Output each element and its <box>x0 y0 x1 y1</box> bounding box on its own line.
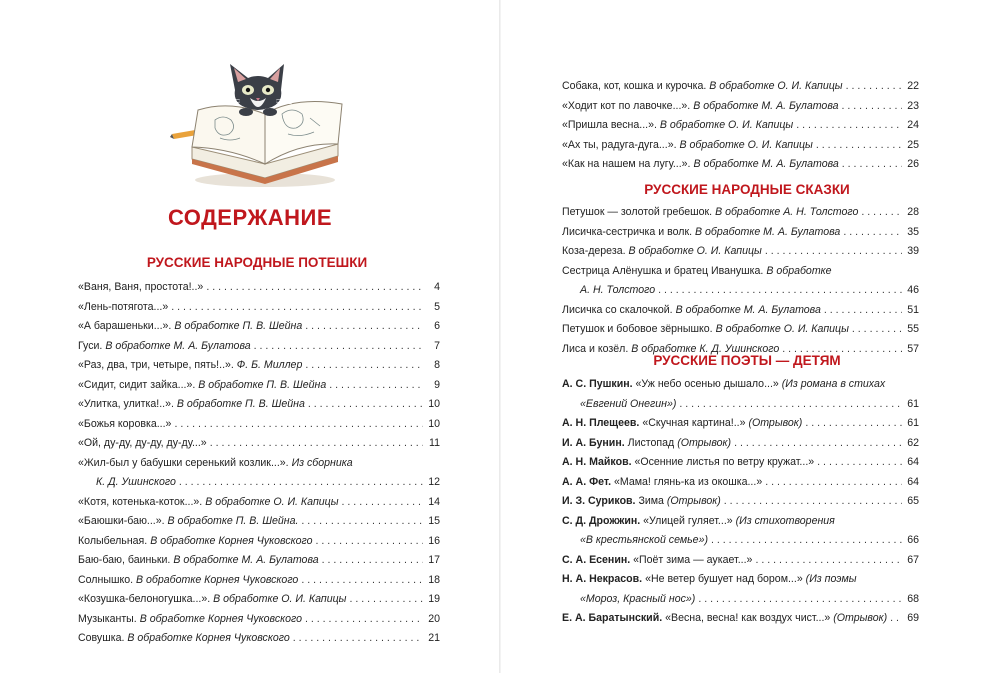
toc-entry <box>78 415 440 435</box>
toc-entry <box>562 97 919 117</box>
entry-title: Зима <box>638 495 664 507</box>
leader-dots <box>805 414 902 434</box>
toc-entry <box>562 434 919 454</box>
entry-title: «Козушка-белоногушка...». <box>78 593 211 605</box>
leader-dots <box>293 629 423 649</box>
entry-title: «Мама! глянь-ка из окошка...» <box>614 475 763 488</box>
toc-entry <box>78 317 440 337</box>
leader-dots <box>342 493 423 513</box>
leader-dots <box>679 395 902 415</box>
toc-entry <box>562 203 919 223</box>
toc-entry <box>562 453 919 473</box>
toc-entry <box>78 610 440 630</box>
cat-with-book-illustration <box>170 52 350 192</box>
entry-source-continued: К. Д. Ушинского <box>96 476 176 488</box>
entry-title: Лисичка-сестричка и волк. <box>562 225 693 238</box>
page-number: 57 <box>907 342 919 355</box>
leader-dots <box>210 434 423 454</box>
entry-title: «Поёт зима — аукает...» <box>633 553 753 566</box>
entry-text <box>78 493 339 513</box>
entry-text <box>562 223 840 243</box>
leader-dots <box>329 376 423 396</box>
entry-source: В обработке Корнея Чуковского <box>139 612 303 625</box>
toc-entry <box>78 551 440 571</box>
leader-dots <box>755 551 902 571</box>
entry-source: (Из поэмы <box>805 573 857 585</box>
page-number: 18 <box>428 573 440 586</box>
entry-text <box>78 337 251 357</box>
entry-line-2 <box>562 531 919 551</box>
entry-title: Сестрица Алёнушка и братец Иванушка. <box>562 264 764 277</box>
entry-source: (Из стихотворения <box>735 514 835 527</box>
page-number: 4 <box>434 281 440 293</box>
leader-dots <box>316 532 423 552</box>
toc-entry <box>78 493 440 513</box>
section-title-nursery-rhymes: РУССКИЕ НАРОДНЫЕ ПОТЕШКИ <box>146 255 368 270</box>
page-number: 14 <box>428 495 440 508</box>
entry-author: Н. А. Некрасов. <box>562 573 643 585</box>
toc-entry <box>562 116 919 136</box>
entry-title: «Не ветер бушует над бором...» <box>645 573 803 585</box>
entry-title: «Жил-был у бабушки серенький козлик...». <box>78 456 289 469</box>
page-number: 46 <box>907 284 919 296</box>
page-number: 24 <box>907 119 919 131</box>
leader-dots <box>852 320 902 340</box>
entry-text <box>78 317 302 337</box>
leader-dots <box>890 609 902 629</box>
toc-list-nursery-rhymes-continued <box>562 77 919 175</box>
page-number: 17 <box>428 554 440 566</box>
entry-text <box>78 356 302 376</box>
toc-entry <box>562 155 919 175</box>
entry-text <box>562 434 731 454</box>
entry-author: А. Н. Майков. <box>562 456 632 468</box>
page-number: 25 <box>907 138 919 151</box>
entry-source-continued: «Мороз, Красный нос») <box>580 592 696 605</box>
leader-dots <box>842 155 902 175</box>
entry-title: Солнышко. <box>78 573 134 586</box>
entry-title: Колыбельная. <box>78 534 148 547</box>
contents-title: СОДЕРЖАНИЕ <box>167 205 333 230</box>
entry-text <box>78 512 298 532</box>
entry-source: В обработке Корнея Чуковского <box>150 534 313 547</box>
toc-entry <box>562 77 919 97</box>
page-number: 69 <box>907 612 919 624</box>
entry-line-1 <box>562 375 919 395</box>
entry-source: Из сборника <box>291 456 353 469</box>
entry-title: «Ах ты, радуга-дуга...». <box>562 138 677 151</box>
toc-entry <box>78 337 440 357</box>
page-number: 61 <box>907 417 919 429</box>
entry-title: «Котя, котенька-коток...». <box>78 495 203 508</box>
entry-source: В обработке П. В. Шейна <box>174 320 303 332</box>
leader-dots <box>305 610 423 630</box>
entry-continuation <box>78 473 176 493</box>
toc-entry <box>78 590 440 610</box>
leader-dots <box>724 492 902 512</box>
entry-source: В обработке М. А. Булатова <box>105 339 251 352</box>
right-page <box>500 0 1000 673</box>
entry-title: Коза-дереза. <box>562 245 626 257</box>
entry-text <box>562 97 839 117</box>
entry-source: В обработке П. В. Шейна <box>198 378 327 391</box>
page-number: 51 <box>907 303 919 316</box>
entry-source-continued: «Евгений Онегин») <box>580 397 677 410</box>
entry-source: В обработке М. А. Булатова <box>695 225 841 238</box>
entry-source: В обработке К. Д. Ушинского <box>631 342 780 355</box>
entry-title: «Божья коровка...» <box>78 417 172 430</box>
toc-entry <box>78 454 440 493</box>
entry-title: «А барашеньки...». <box>78 320 172 332</box>
page-number: 64 <box>907 456 919 468</box>
entry-author: Е. А. Баратынский. <box>562 612 663 624</box>
entry-source: В обработке О. И. Капицы <box>709 80 843 92</box>
leader-dots <box>765 473 902 493</box>
entry-title: «Осенние листья по ветру кружат...» <box>634 456 815 468</box>
entry-continuation <box>562 281 655 301</box>
page-number: 7 <box>434 339 440 352</box>
entry-source: В обработке П. В. Шейна. <box>167 515 299 527</box>
toc-entry <box>562 414 919 434</box>
leader-dots <box>698 590 902 610</box>
leader-dots <box>817 453 902 473</box>
entry-text <box>562 453 814 473</box>
leader-dots <box>711 531 902 551</box>
leader-dots <box>254 337 423 357</box>
toc-entry <box>78 629 440 649</box>
entry-author: А. С. Пушкин. <box>562 378 633 390</box>
leader-dots <box>843 223 902 243</box>
leader-dots <box>816 136 902 156</box>
toc-entry <box>78 298 440 318</box>
entry-text <box>562 242 762 262</box>
page-number: 11 <box>429 437 440 449</box>
toc-entry <box>562 262 919 301</box>
page-number: 66 <box>907 534 919 546</box>
toc-list-folk-tales <box>562 203 919 359</box>
page-number: 10 <box>428 417 440 430</box>
entry-continuation <box>562 395 676 415</box>
entry-title: Лиса и козёл. <box>562 342 629 355</box>
entry-text <box>562 116 793 136</box>
leader-dots <box>846 77 902 97</box>
toc-entry <box>562 551 919 571</box>
entry-line-1 <box>78 454 440 474</box>
entry-source: В обработке О. И. Капицы <box>679 138 813 151</box>
entry-source: В обработке <box>766 264 832 277</box>
entry-line-2 <box>562 281 919 301</box>
entry-text <box>562 136 813 156</box>
entry-text <box>78 551 319 571</box>
page-number: 10 <box>428 398 440 410</box>
entry-title: «Сидит, сидит зайка...». <box>78 378 196 391</box>
entry-source: (Отрывок) <box>677 436 732 449</box>
entry-title: Совушка. <box>78 632 125 644</box>
page-number: 28 <box>907 206 919 218</box>
entry-source: В обработке Корнея Чуковского <box>136 573 299 586</box>
toc-entry <box>78 532 440 552</box>
leader-dots <box>861 203 902 223</box>
leader-dots <box>842 97 902 117</box>
page-number: 23 <box>907 99 919 112</box>
leader-dots <box>322 551 423 571</box>
page-number: 26 <box>907 158 919 170</box>
entry-continuation <box>562 531 708 551</box>
entry-text <box>78 415 171 435</box>
toc-entry <box>78 571 440 591</box>
toc-entry <box>562 301 919 321</box>
entry-title: «Ходит кот по лавочке...». <box>562 99 691 112</box>
toc-entry <box>78 376 440 396</box>
entry-line-2 <box>78 473 440 493</box>
toc-list-poets <box>562 375 919 629</box>
section-title-folk-tales: РУССКИЕ НАРОДНЫЕ СКАЗКИ <box>644 182 850 197</box>
leader-dots <box>171 298 423 318</box>
leader-dots <box>796 116 902 136</box>
leader-dots <box>765 242 902 262</box>
entry-source: В обработке П. В. Шейна <box>176 398 305 410</box>
page-number: 8 <box>434 359 440 371</box>
entry-text <box>78 532 313 552</box>
entry-author: С. А. Есенин. <box>562 553 631 566</box>
entry-source: В обработке О. И. Капицы <box>628 245 762 257</box>
entry-text <box>562 320 849 340</box>
page-number: 65 <box>907 495 919 507</box>
entry-text <box>562 203 858 223</box>
toc-entry <box>562 136 919 156</box>
page-number: 21 <box>428 632 440 644</box>
toc-entry <box>562 473 919 493</box>
page-number: 15 <box>428 515 440 527</box>
entry-title: «Раз, два, три, четыре, пять!..». <box>78 359 234 371</box>
page-number: 5 <box>434 300 440 313</box>
entry-line-1 <box>562 512 919 532</box>
page-number: 35 <box>907 225 919 238</box>
entry-line-2 <box>562 395 919 415</box>
entry-source: (Отрывок) <box>833 612 888 624</box>
page-number: 22 <box>907 80 919 92</box>
entry-text <box>78 571 298 591</box>
leader-dots <box>305 317 423 337</box>
page-number: 20 <box>428 612 440 625</box>
entry-text <box>78 395 305 415</box>
page-number: 62 <box>907 436 919 449</box>
entry-text <box>78 629 290 649</box>
entry-text <box>78 590 346 610</box>
page-number: 61 <box>907 397 919 410</box>
entry-text <box>78 278 203 298</box>
entry-source-continued: «В крестьянской семье») <box>580 534 708 546</box>
leader-dots <box>308 395 423 415</box>
entry-source-continued: А. Н. Толстого <box>580 284 656 296</box>
entry-source: В обработке М. А. Булатова <box>693 99 839 112</box>
entry-text <box>562 155 839 175</box>
entry-title: Музыканты. <box>78 612 137 625</box>
entry-line-2 <box>562 590 919 610</box>
entry-line-1 <box>562 570 919 590</box>
toc-list-nursery-rhymes <box>78 278 440 649</box>
toc-entry <box>562 320 919 340</box>
toc-entry <box>562 492 919 512</box>
leader-dots <box>824 301 902 321</box>
entry-title: «Лень-потягота...» <box>78 300 169 313</box>
entry-source: В обработке М. А. Булатова <box>675 303 821 316</box>
entry-title: Петушок — золотой гребешок. <box>562 206 713 218</box>
entry-source: (Из романа в стихах <box>781 378 886 390</box>
entry-source: В обработке О. И. Капицы <box>659 119 794 131</box>
entry-source: (Отрывок) <box>666 495 721 507</box>
entry-title: Баю-баю, баиньки. <box>78 554 171 566</box>
toc-entry <box>78 356 440 376</box>
entry-source: В обработке О. И. Капицы <box>213 593 347 605</box>
leader-dots <box>301 512 423 532</box>
entry-text <box>78 610 302 630</box>
page-number: 19 <box>428 593 440 605</box>
entry-title: Гуси. <box>78 339 103 352</box>
toc-entry <box>562 609 919 629</box>
page-number: 9 <box>434 378 440 391</box>
page-number: 6 <box>434 320 440 332</box>
leader-dots <box>305 356 423 376</box>
entry-title: «Улицей гуляет...» <box>643 514 733 527</box>
entry-text <box>78 434 207 454</box>
entry-title: «Уж небо осенью дышало...» <box>635 378 779 390</box>
entry-title: «Улитка, улитка!..». <box>78 398 174 410</box>
entry-source: Ф. Б. Миллер <box>236 359 303 371</box>
page-number: 12 <box>428 476 440 488</box>
leader-dots <box>174 415 423 435</box>
entry-text <box>562 414 802 434</box>
entry-text <box>562 551 752 571</box>
entry-continuation <box>562 590 695 610</box>
toc-entry <box>562 512 919 551</box>
entry-title: «Пришла весна...». <box>562 119 657 131</box>
page-number: 16 <box>428 534 440 547</box>
page-number: 39 <box>907 245 919 257</box>
entry-line-1 <box>562 262 919 282</box>
entry-title: «Ваня, Ваня, простота!..» <box>78 281 204 293</box>
entry-text <box>562 609 887 629</box>
toc-entry <box>78 434 440 454</box>
entry-title: «Ой, ду-ду, ду-ду, ду-ду...» <box>78 437 207 449</box>
entry-author: И. А. Бунин. <box>562 436 625 449</box>
entry-author: А. А. Фет. <box>562 475 612 488</box>
entry-source: В обработке М. А. Булатова <box>693 158 839 170</box>
leader-dots <box>658 281 902 301</box>
toc-entry <box>78 512 440 532</box>
toc-entry <box>562 242 919 262</box>
entry-source: В обработке М. А. Булатова <box>173 554 319 566</box>
page-number: 55 <box>907 323 919 335</box>
leader-dots <box>349 590 423 610</box>
entry-text <box>562 77 843 97</box>
entry-title: Петушок и бобовое зёрнышко. <box>562 323 713 335</box>
entry-title: Лисичка со скалочкой. <box>562 303 673 316</box>
toc-entry <box>78 395 440 415</box>
page-number: 68 <box>907 592 919 605</box>
toc-entry <box>78 278 440 298</box>
entry-source: В обработке О. И. Капицы <box>715 323 849 335</box>
page-number: 67 <box>907 553 919 566</box>
entry-text <box>562 473 762 493</box>
entry-title: Собака, кот, кошка и курочка. <box>562 80 707 92</box>
entry-text <box>78 298 168 318</box>
entry-text <box>562 492 721 512</box>
leader-dots <box>179 473 423 493</box>
entry-title: «Скучная картина!..» <box>642 417 746 429</box>
entry-title: «Баюшки-баю...». <box>78 515 165 527</box>
entry-text <box>78 376 326 396</box>
entry-title: «Весна, весна! как воздух чист...» <box>665 612 831 624</box>
leader-dots <box>734 434 902 454</box>
entry-text <box>562 301 821 321</box>
entry-source: В обработке О. И. Капицы <box>205 495 339 508</box>
toc-entry <box>562 570 919 609</box>
entry-title: «Как на нашем на лугу...». <box>562 158 691 170</box>
leader-dots <box>206 278 423 298</box>
entry-source: (Отрывок) <box>748 417 803 429</box>
section-title-poets: РУССКИЕ ПОЭТЫ — ДЕТЯМ <box>653 353 841 368</box>
toc-entry <box>562 223 919 243</box>
entry-author: А. Н. Плещеев. <box>562 417 640 429</box>
entry-source: В обработке Корнея Чуковского <box>127 632 290 644</box>
entry-title: Листопад <box>627 436 675 449</box>
entry-author: С. Д. Дрожжин. <box>562 514 641 527</box>
page-number: 64 <box>907 475 919 488</box>
toc-entry <box>562 375 919 414</box>
entry-source: В обработке А. Н. Толстого <box>715 206 859 218</box>
entry-author: И. З. Суриков. <box>562 495 636 507</box>
leader-dots <box>301 571 423 591</box>
